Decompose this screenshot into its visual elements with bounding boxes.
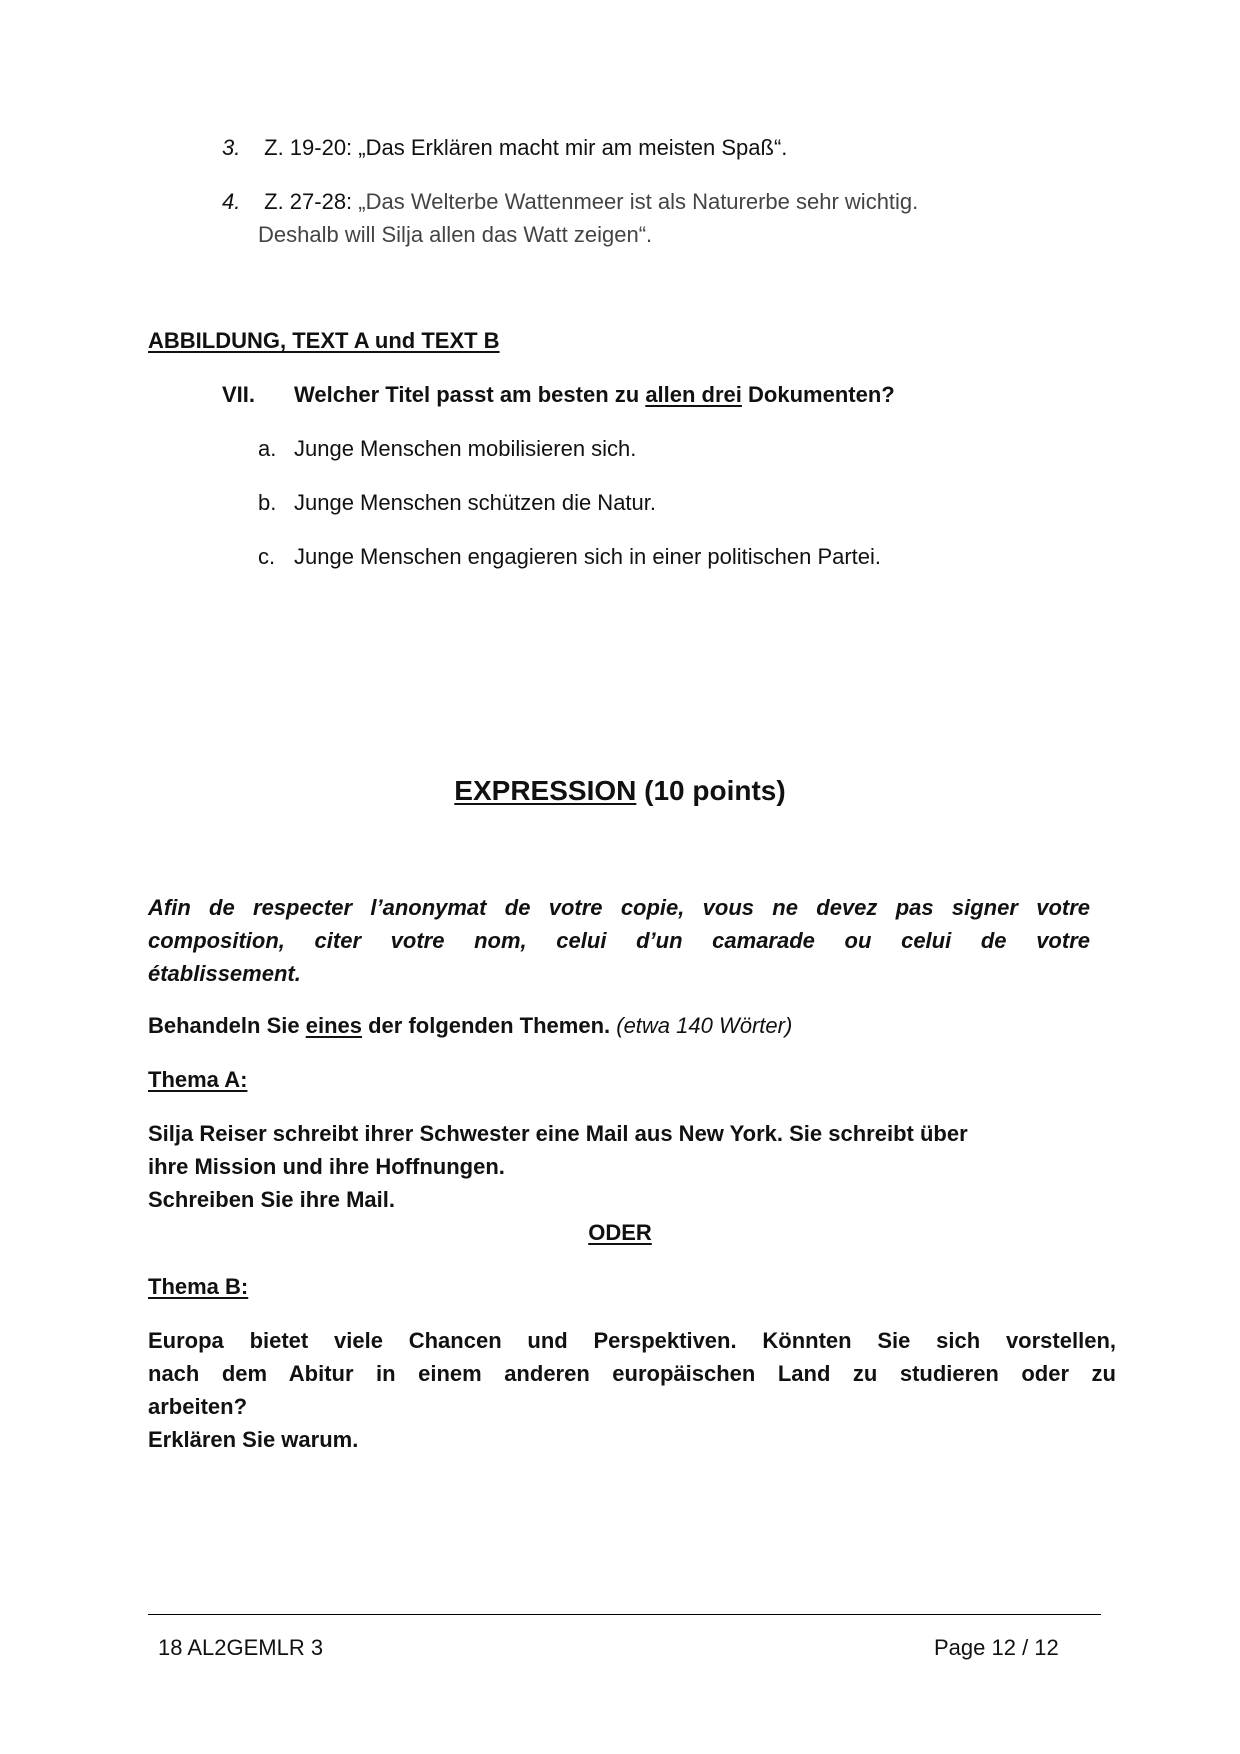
thema-b-line-4: Erklären Sie warum. (148, 1427, 359, 1452)
question-3 (222, 131, 787, 164)
option-c (258, 540, 881, 573)
footer-page-number: Page 12 / 12 (934, 1635, 1059, 1660)
thema-b-label: Thema B: (148, 1274, 249, 1299)
expression-heading: EXPRESSION (454, 775, 637, 806)
section-heading: ABBILDUNG, TEXT A und TEXT B (148, 328, 500, 353)
thema-a-line-2: ihre Mission und ihre Hoffnungen. (148, 1154, 505, 1179)
question-quote-line1: „Das Welterbe Wattenmeer ist als Naturerbe sehr wichtig. (358, 189, 919, 214)
question-quote: „Das Erklären macht mir am meisten Spaß“. (358, 135, 788, 160)
thema-b-line-3: arbeiten? (148, 1394, 248, 1419)
instruction-after: der folgenden Themen. (361, 1013, 611, 1038)
question-ref: Z. 19-20: (264, 135, 353, 160)
anonymity-notice (148, 891, 1090, 990)
question-number: 3. (222, 135, 241, 160)
thema-a-line-3: Schreiben Sie ihre Mail. (148, 1187, 395, 1212)
thema-a-line-1: Silja Reiser schreibt ihrer Schwester eine Mail aus New York. Sie schreibt über (148, 1121, 968, 1146)
option-letter: b. (258, 490, 277, 515)
footer-divider (148, 1614, 1101, 1615)
notice-line-3: établissement. (148, 961, 301, 986)
instruction-note: (etwa 140 Wörter) (616, 1013, 793, 1038)
question-vii-text (294, 378, 895, 411)
instruction-underlined: eines (305, 1013, 362, 1038)
question-vii-number: VII. (222, 382, 256, 407)
thema-b-text (148, 1324, 1116, 1456)
option-text: Junge Menschen engagieren sich in einer politischen Partei. (294, 544, 882, 569)
instruction (148, 1009, 792, 1042)
question-quote-line2: Deshalb will Silja allen das Watt zeigen“. (258, 222, 653, 247)
question-ref: Z. 27-28: (264, 189, 353, 214)
question-4 (222, 185, 918, 218)
option-b (258, 486, 656, 519)
expression-title (0, 772, 1240, 810)
thema-b-line-1: Europa bietet viele Chancen und Perspektiven. Könnten Sie sich vorstellen, (148, 1328, 1116, 1353)
option-letter: a. (258, 436, 277, 461)
question-vii-text-after: Dokumenten? (741, 382, 895, 407)
thema-a-label: Thema A: (148, 1067, 248, 1092)
option-a (258, 432, 636, 465)
footer-code: 18 AL2GEMLR 3 (158, 1635, 324, 1660)
instruction-before: Behandeln Sie (148, 1013, 306, 1038)
option-text: Junge Menschen schützen die Natur. (294, 490, 657, 515)
oder-separator: ODER (588, 1220, 652, 1245)
expression-points: (10 points) (636, 775, 786, 806)
thema-a-text (148, 1117, 1090, 1216)
thema-b-line-2: nach dem Abitur in einem anderen europäischen Land zu studieren oder zu (148, 1361, 1116, 1386)
option-letter: c. (258, 544, 276, 569)
option-text: Junge Menschen mobilisieren sich. (294, 436, 637, 461)
notice-line-1: Afin de respecter l’anonymat de votre copie, vous ne devez pas signer votre (148, 895, 1090, 920)
notice-line-2: composition, citer votre nom, celui d’un camarade ou celui de votre (148, 928, 1090, 953)
question-number: 4. (222, 189, 241, 214)
question-vii-text-before: Welcher Titel passt am besten zu (294, 382, 646, 407)
question-vii-text-underlined: allen drei (645, 382, 742, 407)
